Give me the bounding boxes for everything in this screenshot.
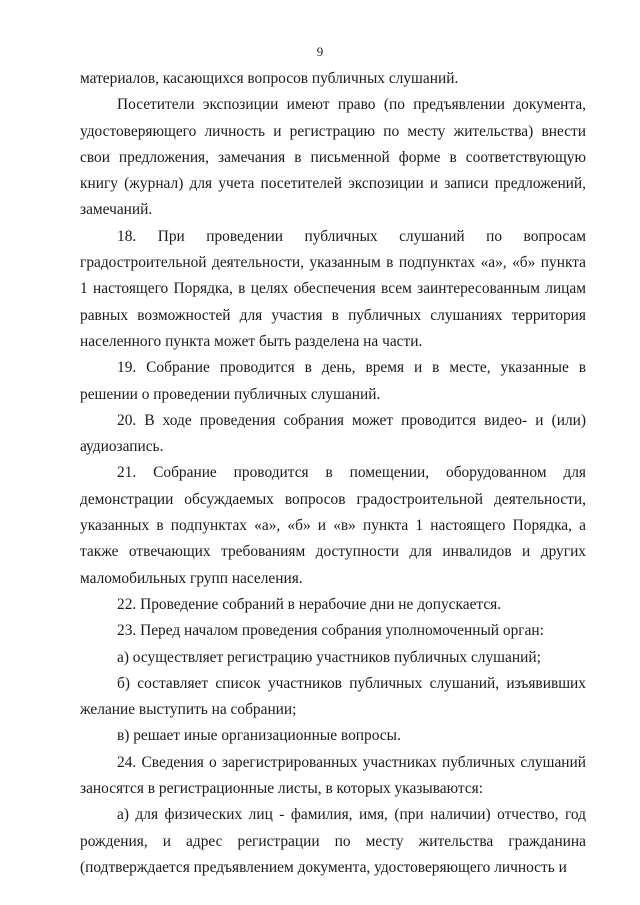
- paragraph-visitors-rights: Посетители экспозиции имеют право (по предъявлении документа, удостоверяющего личность и регистрацию по месту жительства) внести свои предложения, замечания в письменной форме в соответствующую книгу (журнал) для учета посетителей экспозиции и записи предложений, замечаний.: [80, 96, 586, 219]
- paragraph-item-24: 24. Сведения о зарегистрированных участниках публичных слушаний заносятся в регистрационные листы, в которых указываются:: [80, 753, 586, 798]
- paragraph-item-23-b: б) составляет список участников публичных слушаний, изъявивших желание выступить на собрании;: [80, 674, 586, 719]
- paragraph-item-23-v: в) решает иные организационные вопросы.: [117, 727, 401, 745]
- paragraph-item-22: 22. Проведение собраний в нерабочие дни не допускается.: [117, 595, 502, 613]
- document-body: [80, 66, 586, 881]
- paragraph-item-24-a: а) для физических лиц - фамилия, имя, (при наличии) отчество, год рождения, и адрес регистрации по месту жительства гражданина (подтверждается предъявлением документа, удостоверяющего личность и: [80, 806, 586, 876]
- paragraph-item-19: 19. Собрание проводится в день, время и в месте, указанные в решении о проведении публичных слушаний.: [80, 359, 586, 403]
- paragraph-item-18: 18. При проведении публичных слушаний по вопросам градостроительной деятельности, указанным в подпунктах «а», «б» пункта 1 настоящего Порядка, в целях обеспечения всем заинтересованным лицам равных возможностей для участия в публичных слушаниях территория населенного пункта может быть разделена на части.: [80, 227, 586, 350]
- paragraph-item-23-a: а) осуществляет регистрацию участников публичных слушаний;: [117, 648, 541, 666]
- paragraph-item-21: 21. Собрание проводится в помещении, оборудованном для демонстрации обсуждаемых вопросов градостроительной деятельности, указанных в подпунктах «а», «б» и «в» пункта 1 настоящего Порядка, а также отвечающих требованиям доступности для инвалидов и других маломобильных групп населения.: [80, 464, 586, 587]
- page-number: 9: [316, 44, 324, 59]
- paragraph-item-23: 23. Перед началом проведения собрания уполномоченный орган:: [117, 622, 544, 640]
- paragraph-item-20: 20. В ходе проведения собрания может проводится видео- и (или) аудиозапись.: [80, 411, 586, 456]
- paragraph-continuation: материалов, касающихся вопросов публичных слушаний.: [80, 70, 459, 87]
